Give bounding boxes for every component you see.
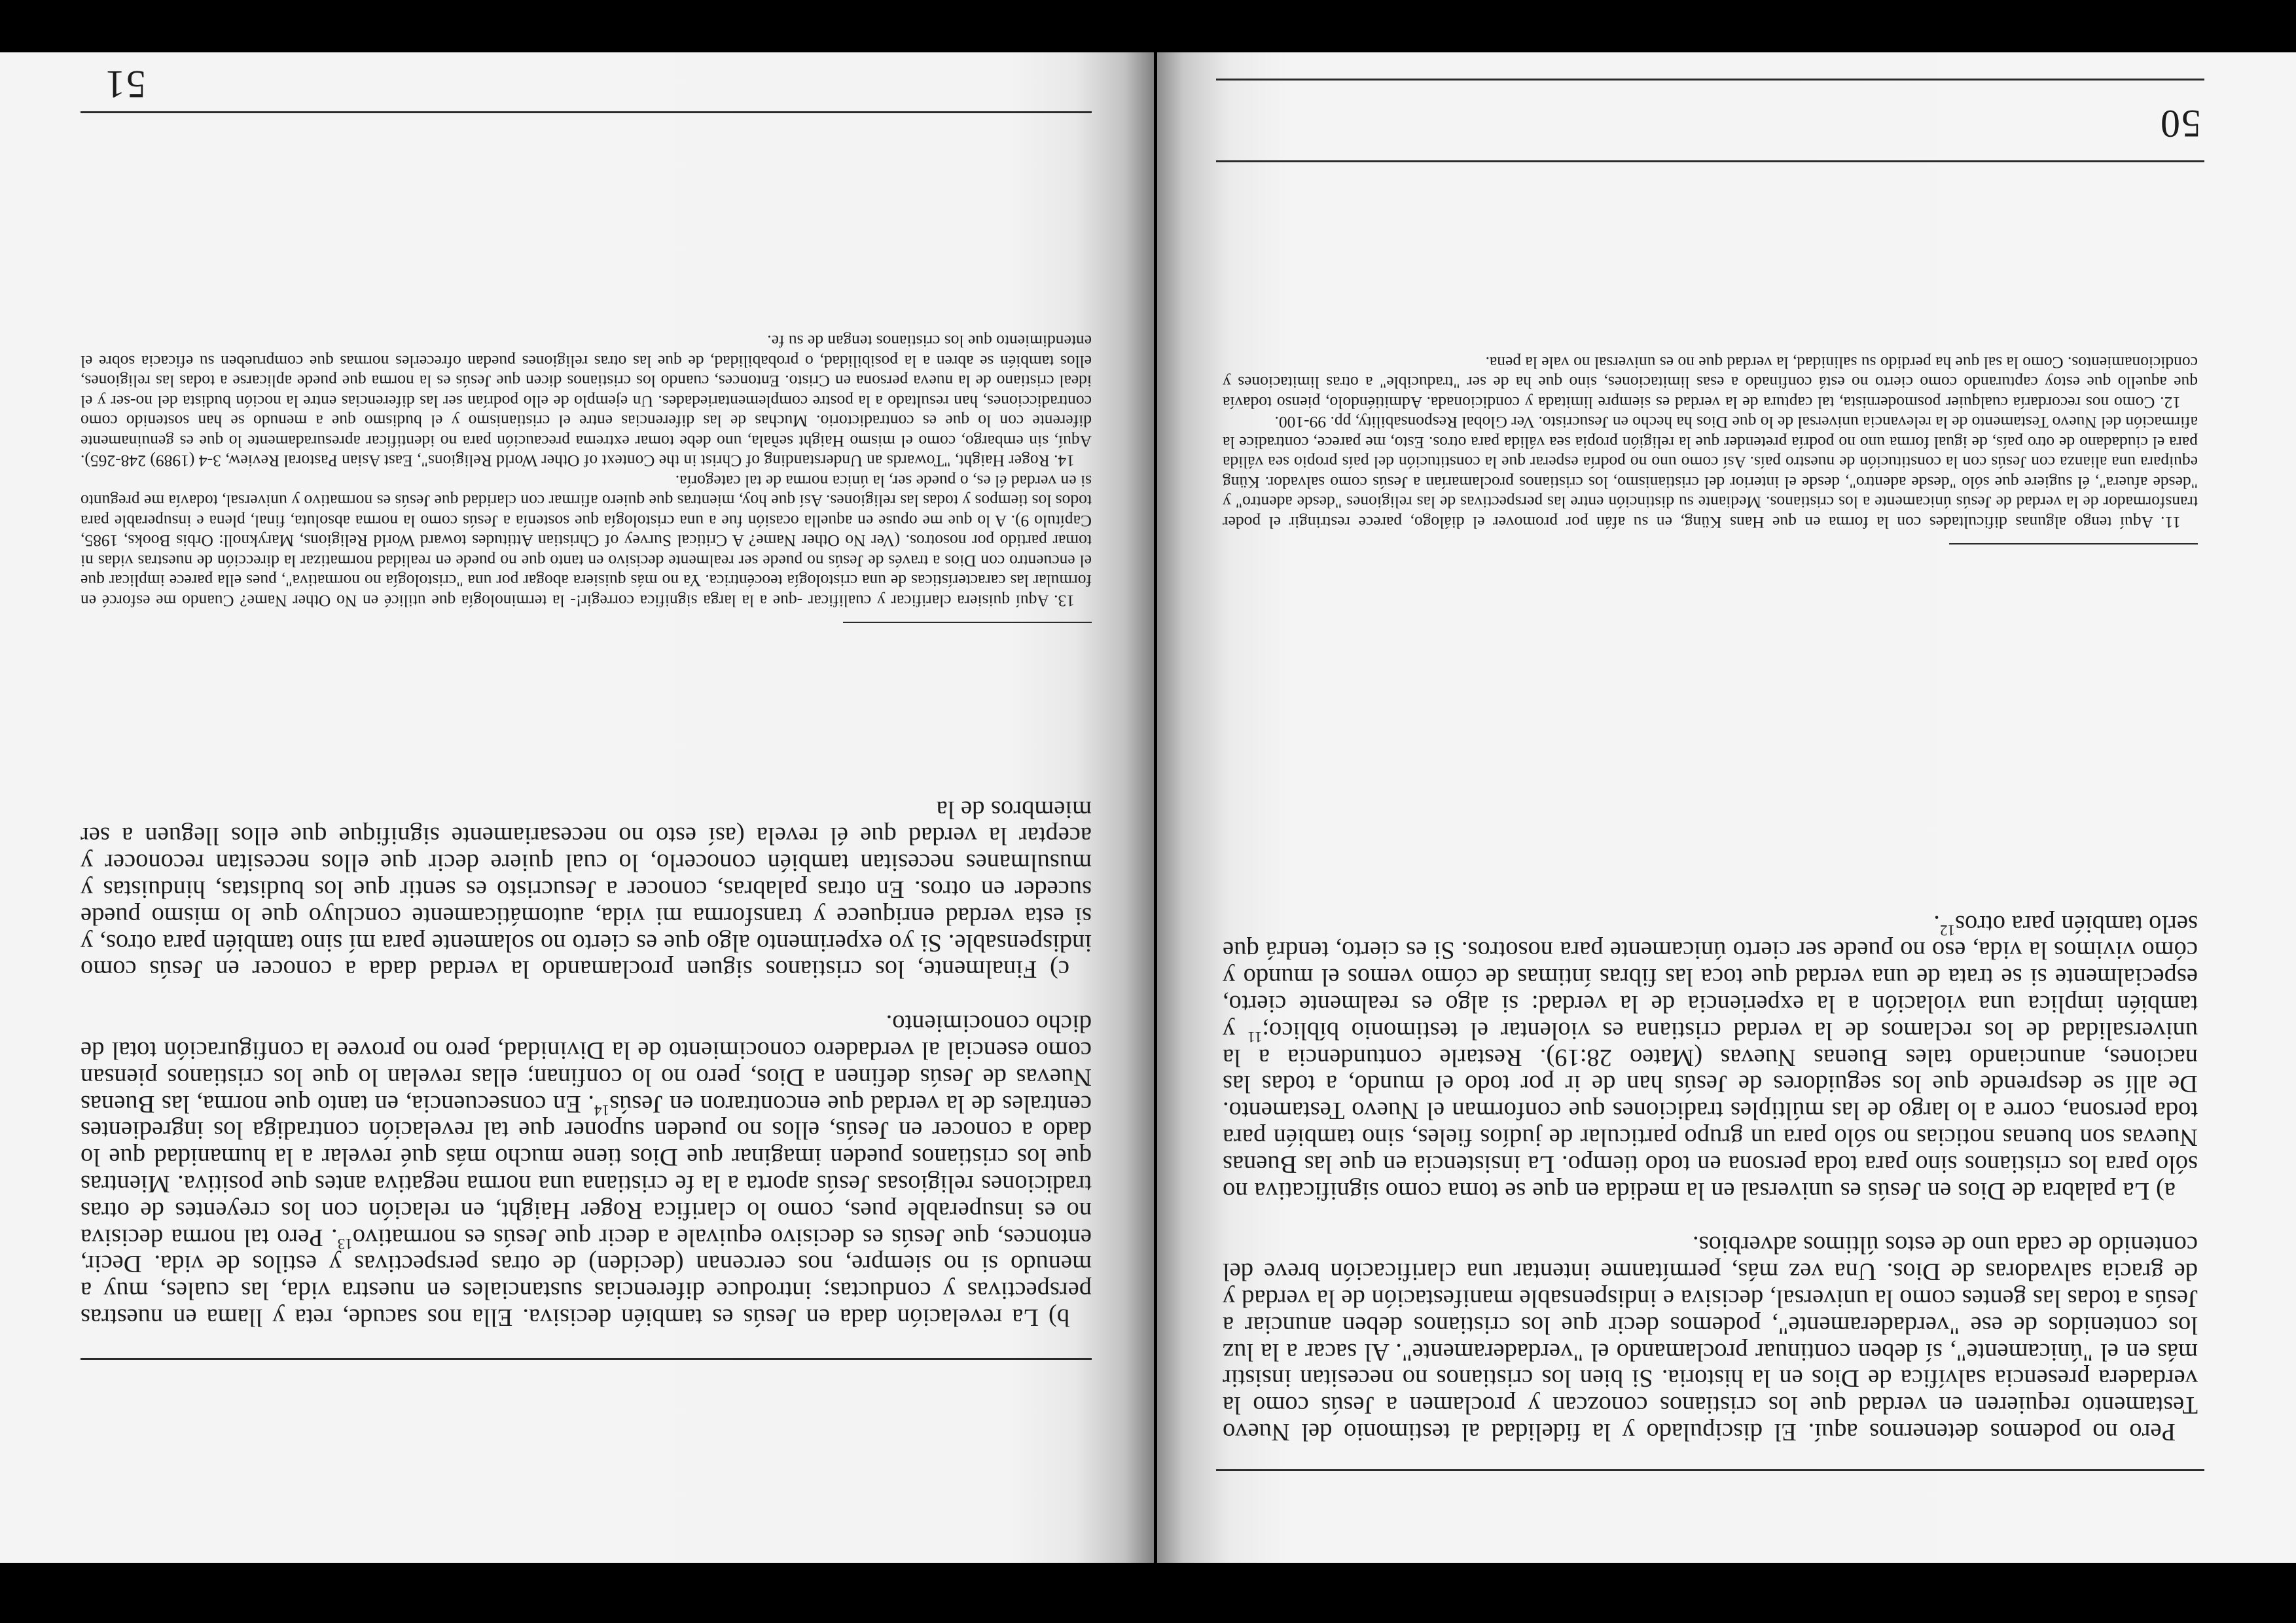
footnote-12: 12. Como nos recordaría cualquier posmodernista, tal captura de la verdad es siempre limitada y condicionada. Admitiéndolo, pienso todavía que aquello que estoy capturando como cierto no está confinado a esas limitaciones, sino que ha de ser "traducible" a otras limitaciones y condicionamientos. Como la sal que ha perdido su salinidad, la verdad que no es universal no vale la pena. — [1223, 353, 2198, 412]
page-number: 51 — [104, 63, 146, 106]
main-text — [81, 796, 1092, 1330]
page-50 — [1157, 52, 2296, 1563]
paragraph-b-text-1: b) La revelación dada en Jesús es también decisiva. Ella nos sacude, reta y llama en nuestras perspectivas y conductas; introduce diferencias sustanciales en nuestra vida, las cuales, muy a menudo si no siempre, nos cercenan (deciden) de otras perspectivas y estilos de vida. Decir, entonces, que Jesús es decisivo equivale a decir que Jesús es normativo — [81, 1223, 1092, 1331]
footnote-14: 14. Roger Haight, "Towards an Understanding of Christ in the Context of Other World Religions", East Asian Pastoral Review, 3-4 (1989) 248-265). Aquí, sin embargo, como el mismo Haight señala, uno debe tomar extrema precaución para no identificar apresuradamente lo que es genuinamente diferente con lo que es contradictorio. Muchas de las diferencias entre el cristianismo y el budismo que a menudo se han sostenido como contradicciones, han resultado a la postre complementariedades. Un ejemplo de ello podrían ser las diferencias entre la noción budista del no-ser y el ideal cristiano de la nueva persona en Cristo. Entonces, cuando los cristianos dicen que Jesús es la norma que puede aplicarse a todas las religiones, ellos también se abren a la posibilidad, o probabilidad, de que las otras religiones puedan ofrecerles normas que comprueben su eficacia sobre el entendimiento que los cristianos tengan de su fe. — [81, 332, 1092, 471]
footnote-ref-12: 12 — [1939, 921, 1956, 939]
footnote-ref-11: 11 — [1247, 1028, 1263, 1046]
footnotes — [81, 331, 1092, 611]
paragraph-a-text-2: y también implica una violación a la experiencia de la verdad: si algo es realmente cierto, especialmente si se trata de una verdad que toca las fibras íntimas de cómo vemos el mundo y cómo vivimos la vida, eso no puede ser cierto únicamente para nosotros. Si es cierto, tendrá que serlo también para otros — [1223, 910, 2198, 1044]
footnotes — [1223, 353, 2198, 533]
header-rule — [1216, 1469, 2204, 1471]
footnote-ref-13: 13 — [337, 1235, 353, 1253]
footnote-ref-14: 14 — [594, 1101, 610, 1119]
footer-rule-top — [1216, 160, 2204, 162]
paragraph-b — [81, 1010, 1092, 1330]
footnote-13: 13. Aquí quisiera clarificar y cualificar -que a la larga significa corregir!- la terminología que utilicé en No Other Name? Cuando me esforcé en formular las características de una cristología teocéntrica. Ya no más quisiera abogar por una "cristología no normativa", pues ella parece implicar que el encuentro con Dios a través de Jesús no puede ser realmente decisivo en tanto que no puede en realidad normatizar la dirección de nuestras vidas ni tomar partido por nosotros. (Ver No Other Name? A Critical Survey of Christian Attitudes toward World Religions, Maryknoll: Orbis Books, 1985, Capítulo 9). A lo que me opuse en aquella ocasión fue a una cristología que sostenía a Jesús como la norma absoluta, final, plena e insuperable para todos los tiempos y todas las religiones. Así que hoy, mientras que quiero afirmar con claridad que Jesús es normativo y universal, todavía me pregunto si en verdad él es, o puede ser, la única norma de tal categoría. — [81, 472, 1092, 611]
footer-rule-bottom — [1216, 79, 2204, 80]
paragraph-a-text-1: a) La palabra de Dios en Jesús es universal en la medida en que se toma como significativa no sólo para los cristianos sino para toda persona en todo tiempo. La insistencia en que las Buenas Nuevas son buenas noticias no sólo para un grupo particular de judíos fieles, sino también para toda persona, corre a lo largo de las múltiples tradiciones que conforman el Nuevo Testamento. De allí se desprende que los seguidores de Jesús han de ir por todo el mundo, a todas las naciones, anunciando tales Buenas Nuevas (Mateo 28:19). Restarle contundencia a la universalidad de los reclamos de la verdad cristiana es violentar el testimonio bíblico; — [1223, 1016, 2198, 1205]
paragraph-a — [1223, 910, 2198, 1204]
main-text — [1223, 910, 2198, 1445]
scan-edge-shadow — [0, 0, 2296, 46]
page-51 — [0, 52, 1154, 1563]
footer-rule-top — [81, 111, 1092, 113]
footnote-rule — [843, 622, 1092, 623]
paragraph-a-text-3: . — [1933, 910, 1940, 938]
header-rule — [81, 1358, 1092, 1360]
paragraph-c: c) Finalmente, los cristianos siguen proclamando la verdad dada a conocer en Jesús como indispensable. Si yo experimento algo que es cierto no solamente para mí sino también para otros, y si esta verdad enriquece y transforma mi vida, automáticamente concluyo que lo mismo puede suceder en otros. En otras palabras, conocer a Jesucristo es sentir que los budistas, hinduistas y musulmanes necesitan también conocerlo, lo cual quiere decir que ellos necesitan reconocer y aceptar la verdad que él revela (así esto no necesariamente signifique que ellos lleguen a ser miembros de la — [81, 795, 1092, 984]
page-number: 50 — [2159, 102, 2201, 145]
footnote-rule — [1949, 543, 2198, 544]
paragraph-b-text-3: . En consecuencia, en tanto que norma, las Buenas Nuevas de Jesús definen a Dios, pero no lo confinan; ellas revelan lo que los cristianos piensan como esencial al verdadero conocimiento de la Divinidad, pero no provee la configuración total de dicho conocimiento. — [80, 1010, 1092, 1118]
paragraph-b-text-2: . Pero tal norma decisiva no es insuperable pues, como lo clarifica Roger Haight, en relación con los creyentes de otras tradiciones religiosas Jesús aporta a la fe cristiana una norma negativa antes que positiva. Mientras que los cristianos pueden imaginar que Dios tiene mucho más qué revelar a la humanidad que lo dado a conocer en Jesús, ellos no pueden suponer que tal revelación contradiga los ingredientes centrales de la verdad que encontraron en Jesús — [81, 1090, 1092, 1251]
paragraph-continuation: Pero no podemos detenernos aquí. El discipulado y la fidelidad al testimonio del Nuevo Testamento requieren en verdad que los cristianos conozcan y proclamen a Jesús como la verdadera presencia salvífica de Dios en la historia. Si bien los cristianos no necesitan insistir más en el "únicamente", sí deben continuar proclamando el "verdaderamente". Al sacar a la luz los contenidos de ese "verdaderamente", podemos decir que los cristianos deben anunciar a Jesús a todas las gentes como la universal, decisiva e indispensable manifestación de la verdad y de gracia salvadoras de Dios. Una vez más, permítanme intentar una clarificación breve del contenido de cada uno de estos últimos adverbios. — [1223, 1231, 2198, 1446]
footnote-11: 11. Aquí tengo algunas dificultades con la forma en que Hans Küng, en su afán por promover el diálogo, parece restringir el poder transformador de la verdad de Jesús únicamente a los cristianos. Mediante su distinción entre las perspectivas de las religiones "desde adentro" y "desde afuera", él sugiere que sólo "desde adentro", desde el interior del cristianismo, los cristianos proclamarían a Jesús como salvador. Küng equipara una alianza con Jesús con la constitución de nuestro país. Así como uno no podría esperar que la constitución del país propio sea válida para el ciudadano de otro país, de igual forma uno no podría pretender que la religión propia sea válida para otros. Esto, me parece, contradice la afirmación del Nuevo Testamento de la relevancia universal de lo que Dios ha hecho en Jesucristo. Ver Global Responsability, pp. 99-100. — [1223, 413, 2198, 532]
